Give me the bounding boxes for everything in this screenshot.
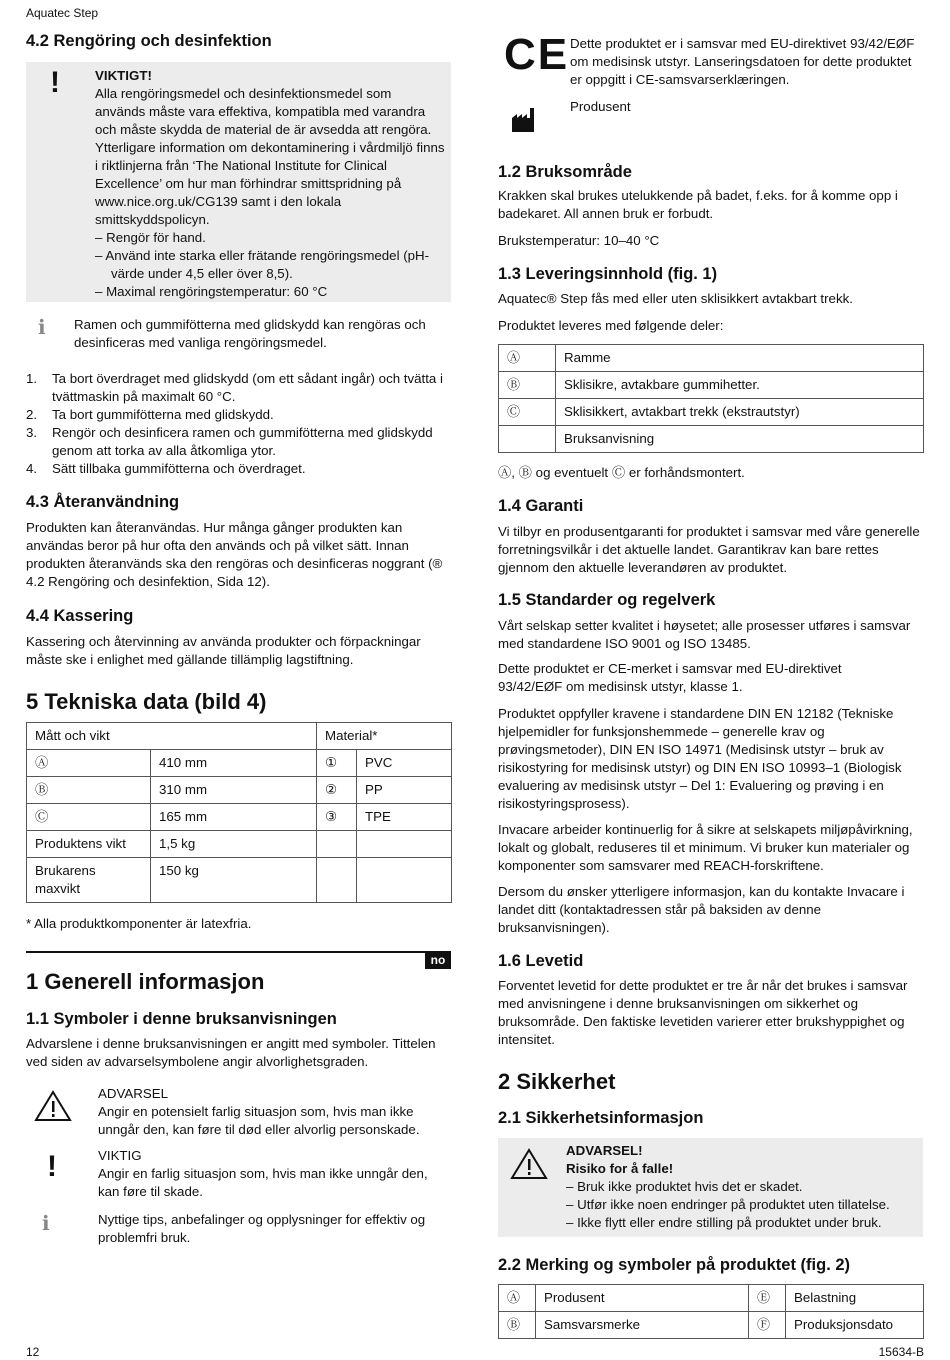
cleaning-steps: [26, 370, 451, 478]
info-icon: ℹ: [42, 1211, 50, 1235]
warning-triangle-icon: [34, 1090, 72, 1122]
warning-title: ADVARSEL!: [566, 1143, 643, 1158]
page-number: 12: [26, 1345, 40, 1359]
step: 4. Sätt tillbaka gummifötterna och överdraget.: [26, 461, 306, 476]
table-row: [499, 399, 924, 426]
table-cell: Ⓔ: [749, 1285, 786, 1312]
section-title: 4.2 Rengöring och desinfektion: [26, 32, 272, 50]
table-cell: 150 kg: [151, 858, 317, 903]
warning-bullet: – Rengör för hand.: [95, 230, 206, 245]
warning-box: [498, 1138, 923, 1237]
table-row: [27, 750, 452, 777]
table-cell: Ramme: [556, 345, 924, 372]
table-cell: Ⓐ: [499, 345, 556, 372]
paragraph: Aquatec® Step fås med eller uten sklisikkert avtakbart trekk.: [498, 291, 853, 306]
paragraph: Ⓐ, Ⓑ og eventuelt Ⓒ er forhåndsmontert.: [498, 465, 745, 480]
language-badge: no: [425, 952, 451, 969]
table-cell: Ⓐ: [27, 750, 151, 777]
warning-bullet: – Utfør ikke noen endringer på produktet uten tillatelse.: [566, 1197, 890, 1212]
table-row: [27, 831, 452, 858]
symbol-text: Nyttige tips, anbefalinger og opplysninger for effektiv og problemfri bruk.: [98, 1212, 426, 1245]
table-cell: Brukarens maxvikt: [27, 858, 151, 903]
warning-title: VIKTIGT!: [95, 68, 152, 83]
paragraph: Forventet levetid for dette produktet er tre år når det brukes i samsvar med anvisningene i denne bruksanvisningen om sikkerhet og bruksområde. Den faktiske levetiden varierer etter brukshyppighet og intensitet.: [498, 978, 908, 1047]
paragraph: Krakken skal brukes utelukkende på badet, f.eks. for å komme opp i badekaret. All annen bruk er forbudt.: [498, 188, 898, 221]
chapter-title: 5 Tekniska data (bild 4): [26, 689, 267, 714]
paragraph: Dersom du ønsker ytterligere informasjon, kan du kontakte Invacare i landet ditt (kontaktadressen står på baksiden av denne bruksanvisningen).: [498, 884, 905, 935]
section-title: 1.3 Leveringsinnhold (fig. 1): [498, 265, 718, 283]
section-title: 1.4 Garanti: [498, 497, 584, 515]
table-cell: PP: [357, 777, 452, 804]
table-cell: Belastning: [786, 1285, 924, 1312]
table-cell: Sklisikkert, avtakbart trekk (ekstrautstyr): [556, 399, 924, 426]
table-cell: Ⓑ: [499, 1312, 536, 1339]
table-cell: 410 mm: [151, 750, 317, 777]
warning-subtitle: Risiko for å falle!: [566, 1161, 674, 1176]
paragraph: Vårt selskap setter kvalitet i høysetet; alle prosesser utføres i samsvar med standardene ISO 9001 og ISO 13485.: [498, 618, 911, 651]
section-title: 1.2 Bruksområde: [498, 163, 632, 181]
table-cell: Produktens vikt: [27, 831, 151, 858]
table-cell: TPE: [357, 804, 452, 831]
warning-triangle-icon: [510, 1148, 548, 1180]
table-row: [499, 372, 924, 399]
chapter-title: 1 Generell informasjon: [26, 969, 265, 994]
info-note: Ramen och gummifötterna med glidskydd kan rengöras och desinficeras med vanliga rengöringsmedel.: [74, 317, 426, 350]
divider: [26, 951, 451, 953]
table-cell: PVC: [357, 750, 452, 777]
warning-box: [26, 62, 451, 302]
table-cell: Ⓑ: [27, 777, 151, 804]
table-cell: 1,5 kg: [151, 831, 317, 858]
table-cell: 165 mm: [151, 804, 317, 831]
table-cell: [499, 426, 556, 453]
warning-bullet: – Ikke flytt eller endre stilling på produktet under bruk.: [566, 1215, 882, 1230]
paragraph: Invacare arbeider kontinuerlig for å sikre at selskapets miljøpåvirkning, lokalt og globalt, reduseres til et minimum. Vi bruker kun materialer og komponenter som samsvarer med REACH-forskriftene.: [498, 822, 913, 873]
chapter-title: 2 Sikkerhet: [498, 1069, 616, 1094]
table-cell: ①: [317, 750, 357, 777]
table-cell: Produsent: [536, 1285, 749, 1312]
paragraph: Dette produktet er CE-merket i samsvar med EU-direktivet 93/42/EØF om medisinsk utstyr, klasse 1.: [498, 661, 842, 694]
table-cell: Samsvarsmerke: [536, 1312, 749, 1339]
warning-text: Alla rengöringsmedel och desinfektionsmedel som används måste vara effektiva, kompatibla med varandra och måste skydda de material de är avsedda att rengöra. Ytterligare information om dekontaminering i vårdmiljö finns i riktlinjerna från ‘The National Institute for Clinical Excellence’ om hur man förhindrar smittspridning på www.nice.org.uk/CG139 samt i den lokala smittskyddspolicyn.: [95, 86, 445, 227]
symbol-title: ADVARSEL: [98, 1086, 168, 1101]
table-cell: [357, 831, 452, 858]
footnote: * Alla produktkomponenter är latexfria.: [26, 916, 252, 931]
warning-bullet: – Maximal rengöringstemperatur: 60 °C: [95, 284, 328, 299]
table-cell: Bruksanvisning: [556, 426, 924, 453]
paragraph: Kassering och återvinning av använda produkter och förpackningar måste ske i enlighet med gällande tillämplig lagstiftning.: [26, 634, 421, 667]
table-cell: [317, 858, 357, 903]
info-icon: ℹ: [38, 315, 46, 339]
table-cell: Ⓕ: [749, 1312, 786, 1339]
table-cell: ③: [317, 804, 357, 831]
table-cell: [357, 858, 452, 903]
section-title: 4.3 Återanvändning: [26, 493, 180, 511]
section-title: 2.1 Sikkerhetsinformasjon: [498, 1109, 704, 1127]
table-row: [27, 858, 452, 903]
delivery-table: [498, 344, 924, 453]
section-title: 1.6 Levetid: [498, 952, 584, 970]
table-cell: 310 mm: [151, 777, 317, 804]
symbol-text: Angir en potensielt farlig situasjon som, hvis man ikke unngår den, kan føre til død eller alvorlig personskade.: [98, 1104, 420, 1137]
manufacturer-label: Produsent: [570, 99, 631, 114]
table-row: [499, 1285, 924, 1312]
section-title: 2.2 Merking og symboler på produktet (fig. 2): [498, 1256, 851, 1274]
table-header: Material*: [317, 723, 452, 750]
table-row: [27, 777, 452, 804]
table-cell: Ⓒ: [499, 399, 556, 426]
warning-bullet: – Använd inte starka eller frätande rengöringsmedel (pH-värde under 4,5 eller över 8,5).: [95, 248, 430, 281]
paragraph: Produktet oppfyller kravene i standardene DIN EN 12182 (Tekniske hjelpemidler for funksjonshemmede – generelle krav og prøvingsmetoder), DIN EN ISO 14971 (Medisinsk utstyr – bruk av risikostyring for medisinsk utstyr) og DIN EN ISO 10993–1 (Biologisk evaluering av medisinsk utstyr – Del 1: Evaluering og prøving i en risikostyringsprosess).: [498, 706, 902, 811]
symbol-text: Angir en farlig situasjon som, hvis man ikke unngår den, kan føre til skade.: [98, 1166, 428, 1199]
symbol-title: VIKTIG: [98, 1148, 142, 1163]
table-cell: Ⓑ: [499, 372, 556, 399]
step: 2. Ta bort gummifötterna med glidskydd.: [26, 407, 274, 422]
section-title: 1.5 Standarder og regelverk: [498, 591, 716, 609]
table-cell: Produksjonsdato: [786, 1312, 924, 1339]
paragraph: Brukstemperatur: 10–40 °C: [498, 233, 660, 248]
table-row: [27, 804, 452, 831]
running-header: Aquatec Step: [26, 6, 99, 20]
paragraph: Advarslene i denne bruksanvisningen er angitt med symboler. Tittelen ved siden av advarselsymbolene angir alvorlighetsgraden.: [26, 1036, 436, 1069]
document-code: 15634-B: [878, 1345, 924, 1359]
step: 1. Ta bort överdraget med glidskydd (om ett sådant ingår) och tvätta i tvättmaskin på maximalt 60 °C.: [26, 371, 443, 404]
warning-bullet: – Bruk ikke produktet hvis det er skadet.: [566, 1179, 803, 1194]
table-cell: Ⓐ: [499, 1285, 536, 1312]
table-row: [499, 1312, 924, 1339]
section-title: 1.1 Symboler i denne bruksanvisningen: [26, 1010, 337, 1028]
table-cell: [317, 831, 357, 858]
step: 3. Rengör och desinficera ramen och gummifötterna med glidskydd genom att torka av alla åtkomliga ytor.: [26, 425, 433, 458]
paragraph: Produktet leveres med følgende deler:: [498, 318, 724, 333]
factory-icon: [512, 108, 536, 132]
section-title: 4.4 Kassering: [26, 607, 134, 625]
ce-text: Dette produktet er i samsvar med EU-direktivet 93/42/EØF om medisinsk utstyr. Lanseringsdatoen for dette produktet er oppgitt i CE-samsvarserklæringen.: [570, 36, 915, 87]
symbols-table: [498, 1284, 924, 1339]
table-header: Mått och vikt: [27, 723, 317, 750]
technical-data-table: [26, 722, 452, 903]
table-cell: Sklisikre, avtakbare gummihetter.: [556, 372, 924, 399]
exclamation-icon: !: [50, 66, 60, 99]
exclamation-icon: !: [47, 1150, 57, 1183]
table-row: [499, 345, 924, 372]
table-row: [499, 426, 924, 453]
paragraph: Produkten kan återanvändas. Hur många gånger produkten kan användas beror på hur ofta den används och på vilket sätt. Innan produkten återanvänds ska den rengöras och desinficeras noggrant (® 4.2 Rengöring och desinfektion, Sida 12).: [26, 520, 443, 589]
ce-mark-icon: CE: [504, 30, 570, 79]
paragraph: Vi tilbyr en produsentgaranti for produktet i samsvar med våre generelle forretningsvilkår i det aktuelle landet. Garantikrav kan bare rettes gjennom den aktuelle leverandøren av produktet.: [498, 524, 920, 575]
table-cell: Ⓒ: [27, 804, 151, 831]
table-cell: ②: [317, 777, 357, 804]
